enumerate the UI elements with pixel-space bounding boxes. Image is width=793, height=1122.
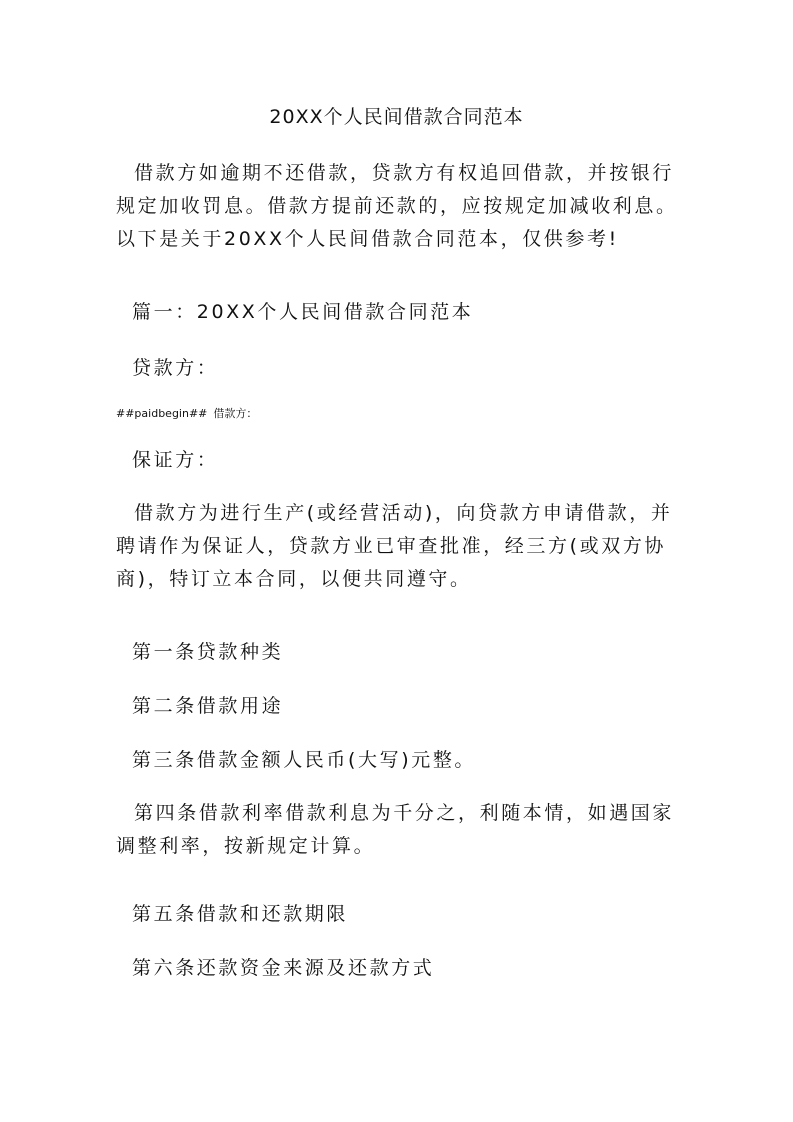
lender-label: 贷款方： [132,357,219,379]
article-4: 第四条借款利率借款利息为千分之，利随本情，如遇国家调整利率，按新规定计算。 [116,802,675,857]
article-2: 第二条借款用途 [132,695,284,717]
paid-marker: ##paidbegin## [116,407,208,420]
article-3: 第三条借款金额人民币(大写)元整。 [132,749,477,771]
guarantor-label: 保证方： [132,449,219,471]
borrower-label: 借款方： [213,407,258,420]
article-6: 第六条还款资金来源及还款方式 [132,957,435,979]
article-1: 第一条贷款种类 [132,641,284,663]
article-5: 第五条借款和还款期限 [132,903,349,925]
intro-paragraph: 借款方如逾期不还借款，贷款方有权追回借款，并按银行规定加收罚息。借款方提前还款的，应按规定加减收利息。以下是关于20XX个人民间借款合同范本，仅供参考! [116,162,678,250]
purpose-paragraph: 借款方为进行生产(或经营活动)，向贷款方申请借款，并聘请作为保证人，贷款方业已审查批准，经三方(或双方协商)，特订立本合同，以便共同遵守。 [116,502,673,590]
section-heading: 篇一：20XX个人民间借款合同范本 [132,301,474,323]
borrower-line [116,407,257,421]
document-title: 20XX个人民间借款合同范本 [269,106,524,128]
